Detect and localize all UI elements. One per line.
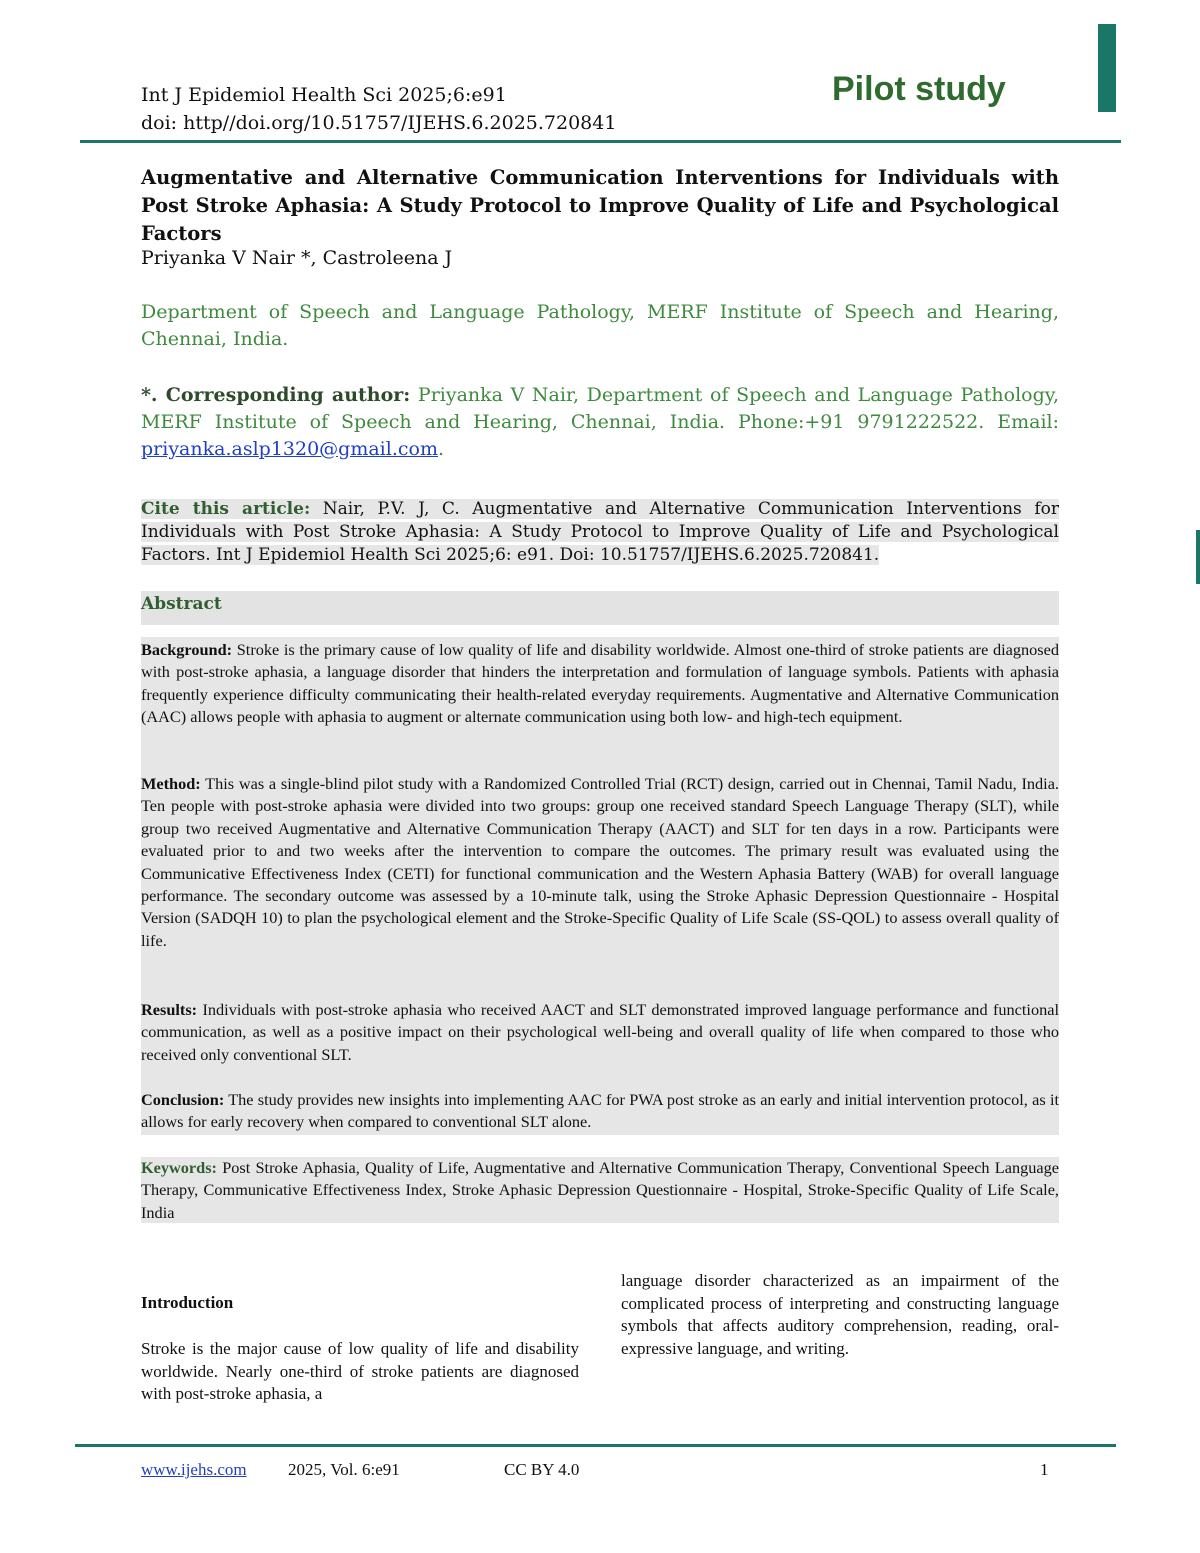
introduction-heading: Introduction	[141, 1293, 234, 1312]
doi-line: doi: http//doi.org/10.51757/IJEHS.6.2025.720841	[141, 112, 617, 134]
abstract-results	[141, 999, 1059, 1066]
abstract-background	[141, 639, 1059, 729]
header-accent-bar	[1098, 24, 1116, 112]
journal-citation-line: Int J Epidemiol Health Sci 2025;6:e91	[141, 84, 507, 106]
abstract-heading-text: Abstract	[141, 594, 222, 614]
article-title: Augmentative and Alternative Communication Interventions for Individuals with Post Stroke Aphasia: A Study Protocol to Improve Quality of Life and Psychological Factors	[141, 166, 1059, 245]
cite-block	[141, 498, 1059, 567]
footer-volume: 2025, Vol. 6:e91	[288, 1460, 400, 1479]
abstract-heading	[141, 591, 1059, 625]
affiliation: Department of Speech and Language Pathology, MERF Institute of Speech and Hearing, Chennai, India.	[141, 301, 1059, 350]
header-divider	[80, 140, 1121, 143]
background-text: Stroke is the primary cause of low quality of life and disability worldwide. Almost one-third of stroke patients are diagnosed with post-stroke aphasia, a language disorder that hinders the interpretation and formulation of language symbols. Patients with aphasia frequently experience difficulty communicating their health-related everyday requirements. Augmentative and Alternative Communication (AAC) allows people with aphasia to augment or alternate communication using both low- and high-tech equipment.	[141, 640, 1059, 727]
conclusion-label: Conclusion:	[141, 1090, 225, 1109]
footer-divider	[75, 1444, 1116, 1447]
corresponding-author	[141, 382, 1059, 463]
keywords-text: Post Stroke Aphasia, Quality of Life, Augmentative and Alternative Communication Therapy, Conventional Speech Language Therapy, Communicative Effectiveness Index, Stroke Aphasic Depression Questionnaire - Hospital, Stroke-Specific Quality of Life Scale, India	[141, 1158, 1059, 1222]
body-column-left: Stroke is the major cause of low quality of life and disability worldwide. Nearly one-third of stroke patients are diagnosed with post-stroke aphasia, a	[141, 1339, 579, 1403]
page-number: 1	[1040, 1460, 1049, 1479]
abstract-method	[141, 773, 1059, 952]
cite-text: Nair, P.V. J, C. Augmentative and Alternative Communication Interventions for Individuals with Post Stroke Aphasia: A Study Protocol to Improve Quality of Life and Psychological Factors. Int J Epidemiol Health Sci 2025;6: e91. Doi: 10.51757/IJEHS.6.2025.720841.	[141, 499, 1059, 565]
results-label: Results:	[141, 1000, 198, 1019]
keywords-label: Keywords:	[141, 1158, 217, 1177]
footer-license: CC BY 4.0	[504, 1460, 580, 1479]
method-text: This was a single-blind pilot study with a Randomized Controlled Trial (RCT) design, carried out in Chennai, Tamil Nadu, India. Ten people with post-stroke aphasia were divided into two groups: group one received standard Speech Language Therapy (SLT), while group two received Augmentative and Alternative Communication Therapy (AACT) and SLT for ten days in a row. Participants were evaluated prior to and two weeks after the intervention to compare the outcomes. The primary result was evaluated using the Communicative Effectiveness Index (CETI) for functional communication and the Western Aphasia Battery (WAB) for overall language performance. The secondary outcome was assessed by a 10-minute talk, using the Stroke Aphasic Depression Questionnaire - Hospital Version (SADQH 10) to plan the psychological element and the Stroke-Specific Quality of Life Scale (SS-QOL) to assess overall quality of life.	[141, 774, 1059, 950]
corresponding-text: Priyanka V Nair, Department of Speech and Language Pathology, MERF Institute of Speech and Hearing, Chennai, India. Phone:+91 9791222522. Email:	[141, 384, 1059, 433]
website-link[interactable]: www.ijehs.com	[141, 1460, 247, 1479]
cite-label: Cite this article:	[141, 499, 311, 519]
results-text: Individuals with post-stroke aphasia who received AACT and SLT demonstrated improved language performance and functional communication, as well as a positive impact on their psychological well-being and overall quality of life when compared to those who received only conventional SLT.	[141, 1000, 1059, 1064]
corresponding-label: *. Corresponding author:	[141, 384, 411, 406]
author-list: Priyanka V Nair *, Castroleena J	[141, 247, 453, 269]
section-label: Pilot study	[832, 70, 1006, 108]
side-accent-mark	[1196, 530, 1200, 584]
corresponding-end: .	[437, 438, 445, 460]
keywords	[141, 1157, 1059, 1224]
background-label: Background:	[141, 640, 233, 659]
email-link[interactable]: priyanka.aslp1320@gmail.com	[141, 438, 438, 460]
conclusion-text: The study provides new insights into implementing AAC for PWA post stroke as an early and initial intervention protocol, as it allows for early recovery when compared to conventional SLT alone.	[141, 1090, 1059, 1132]
body-column-right: language disorder characterized as an impairment of the complicated process of interpreting and constructing language symbols that affects auditory comprehension, reading, oral-expressive language, and writing.	[621, 1271, 1059, 1358]
method-label: Method:	[141, 774, 201, 793]
abstract-conclusion	[141, 1089, 1059, 1134]
